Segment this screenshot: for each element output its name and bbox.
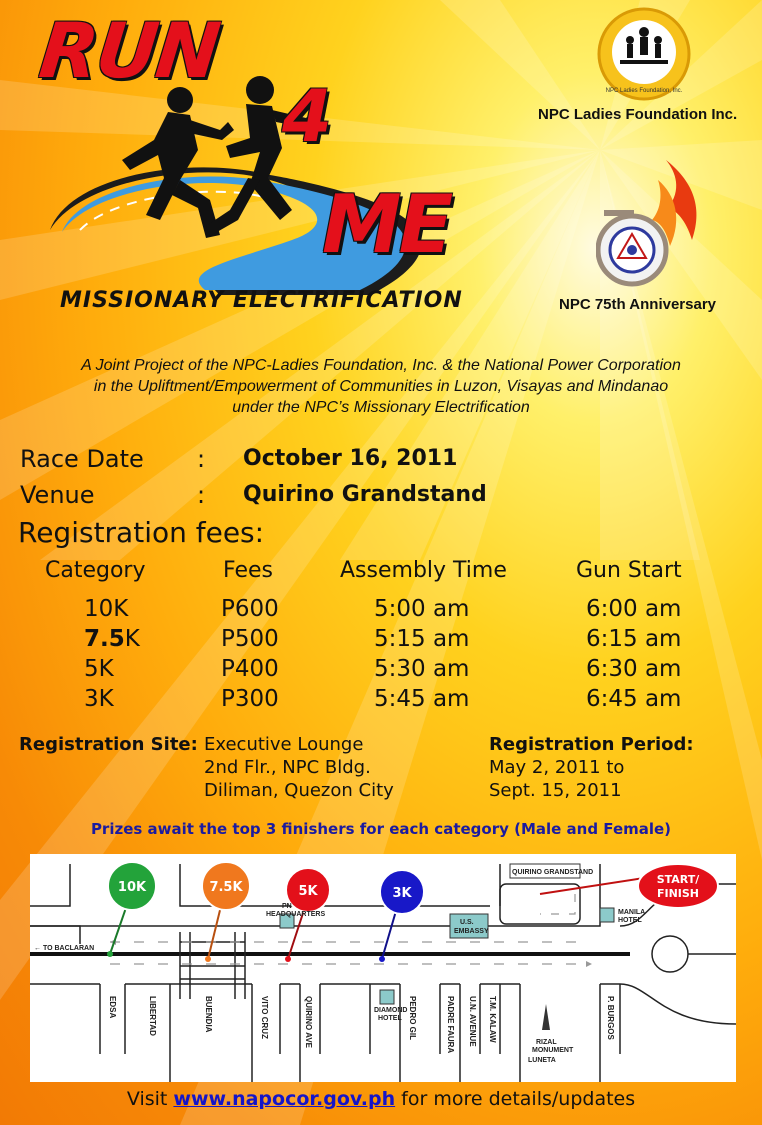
rizal-label-1: RIZAL — [536, 1039, 557, 1046]
row3-fee: P400 — [221, 656, 279, 682]
diamond-hotel-building — [380, 990, 394, 1004]
intro-line-1: A Joint Project of the NPC-Ladies Foundation, Inc. & the National Power Corporation — [81, 357, 681, 374]
manila-hotel-label-2: HOTEL — [618, 917, 642, 924]
race-date-label: Race Date — [20, 445, 144, 473]
marker-3k-label: 3K — [392, 886, 412, 901]
org1-name: NPC Ladies Foundation Inc. — [538, 106, 738, 123]
rizal-label-2: MONUMENT — [532, 1047, 574, 1054]
route-map — [30, 854, 736, 1082]
pn-hq-label-2: HEADQUARTERS — [266, 911, 326, 918]
row4-category: 3K — [84, 686, 114, 712]
row2-category-rest: K — [124, 626, 140, 652]
seal-lettering: NPC Ladies Foundation, Inc. — [605, 88, 683, 94]
street-padre-faura: PADRE FAURA — [446, 996, 455, 1054]
marker-7-5k-label: 7.5K — [209, 880, 243, 895]
marker-7-5k — [202, 862, 250, 962]
venue-colon: : — [197, 481, 206, 509]
visit-text: Visit — [126, 1088, 168, 1110]
row1-assembly: 5:00 am — [374, 596, 470, 622]
street-tm-kalaw: T.M. KALAW — [488, 996, 497, 1043]
marker-10k — [107, 862, 156, 957]
marker-5k-label: 5K — [298, 884, 318, 899]
period-line-2: Sept. 15, 2011 — [489, 780, 622, 801]
embassy-label-1: U.S. — [460, 919, 474, 926]
race-date-colon: : — [197, 445, 206, 473]
start-label: START/ — [656, 873, 700, 886]
marker-3k — [379, 870, 424, 962]
manila-hotel-building — [600, 908, 614, 922]
street-un-avenue: U.N. AVENUE — [468, 996, 477, 1047]
logo-four-text: 4 — [282, 74, 333, 158]
row2-assembly: 5:15 am — [374, 626, 470, 652]
venue-value: Quirino Grandstand — [243, 482, 487, 507]
row4-assembly: 5:45 am — [374, 686, 470, 712]
finish-label: FINISH — [656, 887, 700, 900]
intro-line-3: under the NPC’s Missionary Electrification — [232, 399, 530, 416]
row1-fee: P600 — [221, 596, 279, 622]
row2-category — [84, 626, 140, 652]
street-libertad: LIBERTAD — [148, 996, 157, 1036]
row4-fee: P300 — [221, 686, 279, 712]
logo-subtitle: MISSIONARY ELECTRIFICATION — [60, 288, 463, 313]
col-header-category: Category — [45, 558, 146, 583]
site-line-2: 2nd Flr., NPC Bldg. — [204, 757, 371, 778]
intro-text — [0, 355, 762, 418]
diamond-label-2: HOTEL — [378, 1015, 402, 1022]
pn-hq-label-1: PN — [282, 903, 292, 910]
marker-10k-label: 10K — [117, 880, 147, 895]
race-date-value: October 16, 2011 — [243, 446, 458, 471]
street-buendia: BUENDIA — [204, 996, 213, 1033]
npc-75th-anniversary-seal — [596, 150, 706, 290]
street-vito-cruz: VITO CRUZ — [260, 996, 269, 1039]
embassy-label-2: EMBASSY — [454, 928, 489, 935]
registration-site-label: Registration Site: — [19, 734, 198, 755]
row2-category-bold: 7.5 — [84, 626, 125, 652]
street-pedro-gil: PEDRO GIL — [408, 996, 417, 1041]
row2-gun: 6:15 am — [586, 626, 682, 652]
start-finish-badge — [638, 864, 718, 908]
venue-label: Venue — [20, 481, 95, 509]
registration-site — [204, 733, 394, 802]
luneta-label: LUNETA — [528, 1057, 556, 1064]
logo-me-text: ME — [322, 178, 451, 271]
registration-period-label: Registration Period: — [489, 734, 694, 755]
rizal-monument-icon — [542, 1004, 550, 1030]
footer-visit — [0, 1088, 762, 1110]
to-baclaran-label: ← TO BACLARAN — [34, 945, 95, 952]
prizes-note: Prizes await the top 3 finishers for each category (Male and Female) — [90, 820, 672, 838]
period-line-1: May 2, 2011 to — [489, 757, 625, 778]
street-quirino-ave: QUIRINO AVE — [304, 996, 313, 1049]
registration-period — [489, 733, 694, 802]
intro-line-2: in the Upliftment/Empowerment of Communities in Luzon, Visayas and Mindanao — [93, 378, 669, 395]
grandstand-label: QUIRINO GRANDSTAND — [512, 869, 594, 876]
registration-fees-heading: Registration fees: — [18, 516, 265, 549]
route-map-drawing — [30, 854, 736, 1082]
row4-gun: 6:45 am — [586, 686, 682, 712]
row3-assembly: 5:30 am — [374, 656, 470, 682]
manila-hotel-label-1: MANILA — [618, 909, 646, 916]
row3-category: 5K — [84, 656, 114, 682]
logo-run-text: RUN — [35, 6, 223, 95]
row1-category: 10K — [84, 596, 129, 622]
row3-gun: 6:30 am — [586, 656, 682, 682]
org2-name: NPC 75th Anniversary — [559, 296, 717, 313]
col-header-assembly: Assembly Time — [340, 558, 507, 583]
site-line-3: Diliman, Quezon City — [204, 780, 394, 801]
ladies-foundation-seal — [596, 6, 692, 102]
street-p-burgos: P. BURGOS — [606, 996, 615, 1040]
street-edsa: EDSA — [108, 996, 117, 1019]
visit-rest-text: for more details/updates — [401, 1088, 636, 1110]
napocor-website-link[interactable]: www.napocor.gov.ph — [173, 1088, 396, 1110]
col-header-fees: Fees — [223, 558, 273, 583]
diamond-label-1: DIAMOND — [374, 1007, 408, 1014]
site-line-1: Executive Lounge — [204, 734, 364, 755]
col-header-gun-start: Gun Start — [576, 558, 682, 583]
row1-gun: 6:00 am — [586, 596, 682, 622]
row2-fee: P500 — [221, 626, 279, 652]
